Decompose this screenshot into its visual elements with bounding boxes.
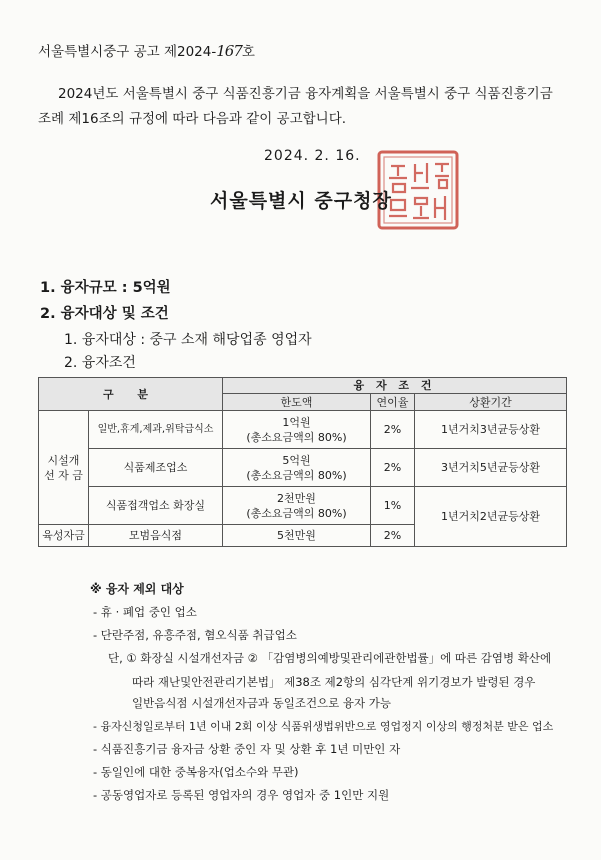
exclusion-item: - 식품진흥기금 융자금 상환 중인 자 및 상환 후 1년 미만인 자 [93,742,401,756]
table-row [39,487,567,525]
row-rate: 2% [371,411,415,449]
row-rate: 2% [371,525,415,547]
row-rate: 2% [371,449,415,487]
notice-number-line [38,40,255,60]
exclusion-title: ※ 융자 제외 대상 [90,582,184,596]
header-repayment: 상환기간 [415,394,567,411]
table-row [39,411,567,449]
body-line-1: 2024년도 서울특별시 중구 식품진흥기금 융자계획을 서울특별시 중구 식품진흥기금 [58,86,553,102]
exclusion-item: - 단란주점, 유흥주점, 혐오식품 취급업소 [93,628,297,642]
row-limit: 1억원 (총소요금액의 80%) [223,411,371,449]
exclusion-exception: 따라 재난및안전관리기본법」 제38조 제2항의 심각단계 위기경보가 발령된 경우 [132,675,536,689]
row-repayment: 1년거치3년균등상환 [415,411,567,449]
exclusion-exception: 일반음식점 시설개선자금과 동일조건으로 융자 가능 [132,696,392,710]
row-limit: 5천만원 [223,525,371,547]
exclusion-item: - 융자신청일로부터 1년 이내 2회 이상 식품위생법위반으로 영업정지 이상의 행정처분 받은 업소 [93,720,554,733]
loan-conditions-table [38,377,567,547]
row-type: 일반,휴게,제과,위탁급식소 [89,411,223,449]
row-limit: 2천만원 (총소요금액의 80%) [223,487,371,525]
section-loan-scale: 1. 융자규모 : 5억원 [40,280,171,296]
exclusion-item: - 공동영업자로 등록된 영업자의 경우 영업자 중 1인만 지원 [93,788,390,802]
table-header-row [39,378,567,394]
row-limit: 5억원 (총소요금액의 80%) [223,449,371,487]
header-loan-conditions: 융 자 조 건 [223,378,567,394]
exclusion-exception: 단, ① 화장실 시설개선자금 ② 「감염병의예방및관리에관한법률」에 따른 감염병 확산에 [108,651,552,665]
handwritten-number: 167 [216,42,242,60]
office-title: 서울특별시 중구청장 [210,190,392,212]
row-repayment: 1년거치2년균등상환 [415,487,567,547]
announcement-body [38,82,578,132]
announcement-date: 2024. 2. 16. [264,148,361,164]
group-facility: 시설개선 자 금 [39,411,89,525]
row-rate: 1% [371,487,415,525]
row-repayment: 3년거치5년균등상환 [415,449,567,487]
row-type: 식품제조업소 [89,449,223,487]
header-rate: 연이율 [371,394,415,411]
exclusion-item: - 휴 · 폐업 중인 업소 [93,605,197,619]
row-type: 식품접객업소 화장실 [89,487,223,525]
subsection-loan-target: 1. 융자대상 : 중구 소재 해당업종 영업자 [64,332,312,348]
notice-prefix: 서울특별시중구 공고 제2024- [38,44,217,60]
exclusion-item: - 동일인에 대한 중복융자(업소수와 무관) [93,765,299,779]
section-loan-target: 2. 융자대상 및 조건 [40,306,169,322]
table-row [39,449,567,487]
notice-suffix: 호 [241,44,255,60]
group-nurture: 육성자금 [39,525,89,547]
row-type: 모범음식점 [89,525,223,547]
header-category: 구 분 [39,378,223,411]
body-line-2: 조례 제16조의 규정에 따라 다음과 같이 공고합니다. [38,111,347,127]
subsection-loan-conditions: 2. 융자조건 [64,355,136,371]
header-limit: 한도액 [223,394,371,411]
